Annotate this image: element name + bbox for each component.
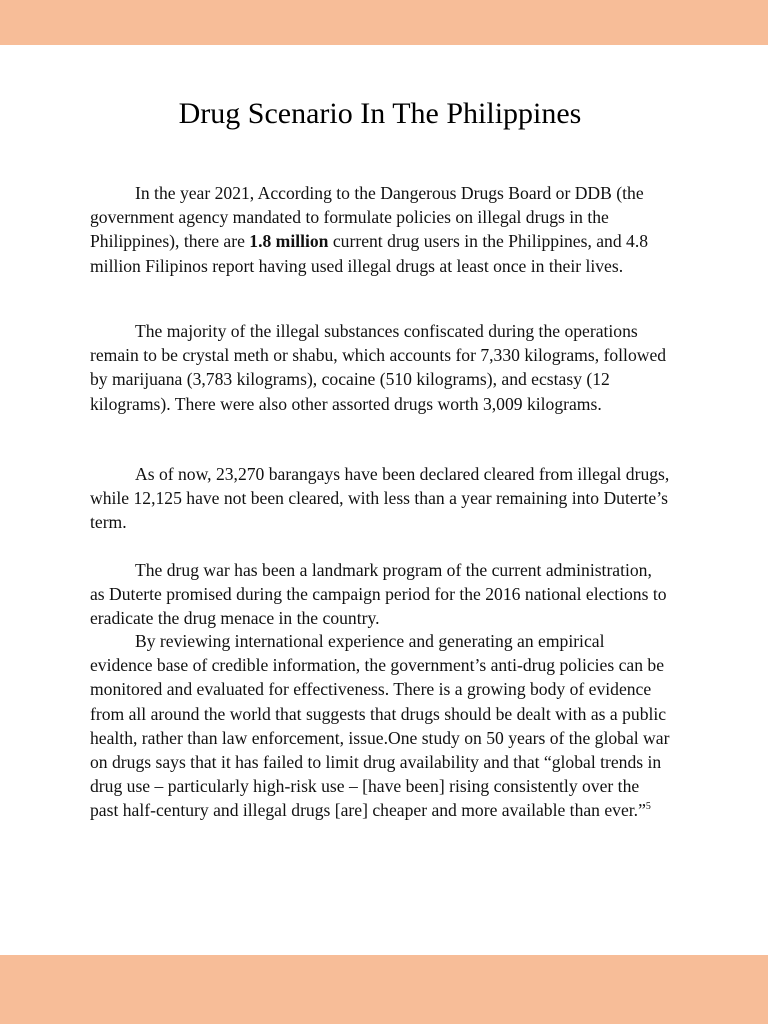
paragraph-1-text-end: current drug users in the Philippines, and 4.8 million Filipinos report having used illegal drugs at least once in their lives. xyxy=(90,231,649,276)
footnote-marker: 5 xyxy=(645,801,651,813)
paragraph-drug-war xyxy=(90,558,670,631)
bottom-decorative-band xyxy=(0,955,768,1024)
paragraph-barangays xyxy=(90,462,670,535)
paragraph-5-text: By reviewing international experience and generating an empirical evidence base of credible information, the government’s anti-drug policies can be monitored and evaluated for effectiveness. There is a growing body of evidence from all around the world that suggests that drugs should be dealt with as a public health, rather than law enforcement, issue.One study on 50 years of the global war on drugs says that it has failed to limit drug availability and that “global trends in drug use – particularly high-risk use – [have been] rising consistently over the past half-century and illegal drugs [are] cheaper and more available than ever.” xyxy=(90,631,670,821)
paragraph-3-text: As of now, 23,270 barangays have been declared cleared from illegal drugs, while 12,125 have not been cleared, with less than a year remaining into Duterte’s term. xyxy=(90,464,670,533)
paragraph-4-text: The drug war has been a landmark program of the current administration, as Duterte promised during the campaign period for the 2016 national elections to eradicate the drug menace in the country. xyxy=(90,560,667,629)
paragraph-drug-users xyxy=(90,181,670,278)
paragraph-1-text-start: In the year 2021, According to the Dangerous Drugs Board or DDB (the government agency mandated to formulate policies on illegal drugs in the Philippines), there are xyxy=(90,183,644,252)
paragraph-2-text: The majority of the illegal substances confiscated during the operations remain to be crystal meth or shabu, which accounts for 7,330 kilograms, followed by marijuana (3,783 kilograms), cocaine (510 kilograms), and ecstasy (12 kilograms). There were also other assorted drugs worth 3,009 kilograms. xyxy=(90,321,667,414)
paragraph-1-bold-figure: 1.8 million xyxy=(249,231,329,252)
top-decorative-band xyxy=(0,0,768,45)
paragraph-evidence xyxy=(90,629,670,823)
paragraph-confiscated-substances xyxy=(90,319,670,416)
document-title: Drug Scenario In The Philippines xyxy=(178,97,582,130)
